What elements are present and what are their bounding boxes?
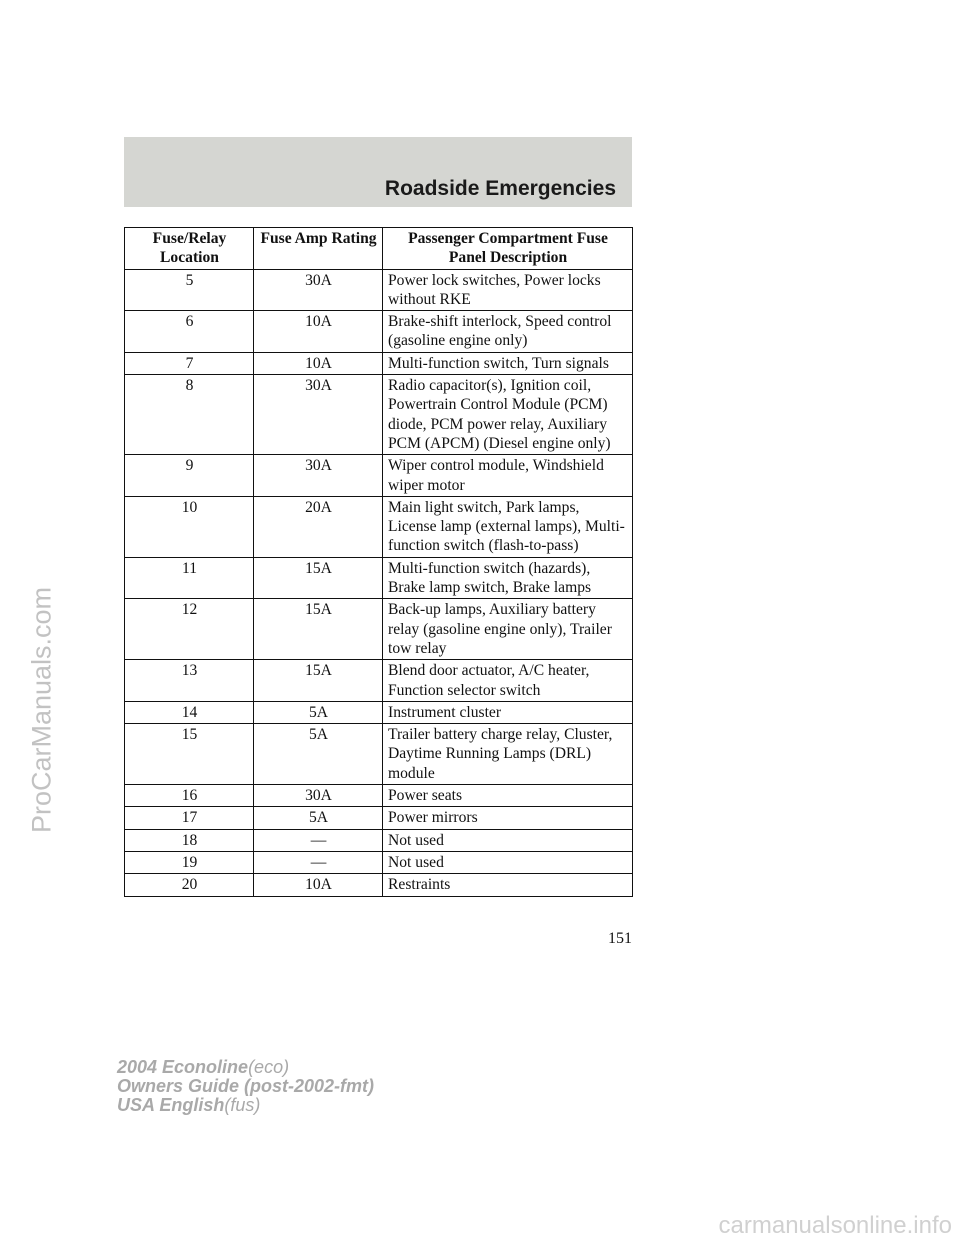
fuse-rating-cell: 15A — [254, 557, 383, 599]
fuse-description-cell: Back-up lamps, Auxiliary battery relay (gasoline engine only), Trailer tow relay — [383, 599, 633, 660]
table-row — [125, 829, 633, 851]
footer-model: 2004 Econoline — [117, 1057, 249, 1077]
fuse-rating-cell: 5A — [254, 724, 383, 785]
section-title: Roadside Emergencies — [384, 177, 616, 200]
section-header-band — [124, 137, 632, 207]
table-row — [125, 599, 633, 660]
column-header-rating: Fuse Amp Rating — [254, 228, 383, 270]
fuse-description-cell: Restraints — [383, 874, 633, 896]
fuse-description-cell: Main light switch, Park lamps, License lamp (external lamps), Multi-function switch (flash-to-pass) — [383, 496, 633, 557]
fuse-location-cell: 16 — [125, 785, 254, 807]
fuse-rating-cell: 5A — [254, 701, 383, 723]
fuse-description-cell: Blend door actuator, A/C heater, Function selector switch — [383, 660, 633, 702]
fuse-rating-cell: 5A — [254, 807, 383, 829]
fuse-rating-cell: 30A — [254, 455, 383, 497]
table-row — [125, 874, 633, 896]
footer-line-language — [117, 1096, 374, 1115]
fuse-rating-cell: 30A — [254, 785, 383, 807]
table-row — [125, 785, 633, 807]
fuse-rating-cell: 10A — [254, 874, 383, 896]
fuse-rating-cell: 20A — [254, 496, 383, 557]
table-row — [125, 455, 633, 497]
fuse-location-cell: 19 — [125, 851, 254, 873]
fuse-rating-cell: 10A — [254, 352, 383, 374]
fuse-location-cell: 20 — [125, 874, 254, 896]
fuse-location-cell: 13 — [125, 660, 254, 702]
fuse-location-cell: 12 — [125, 599, 254, 660]
fuse-location-cell: 5 — [125, 269, 254, 311]
table-row — [125, 851, 633, 873]
table-row — [125, 701, 633, 723]
fuse-location-cell: 6 — [125, 311, 254, 353]
footer-guide: Owners Guide (post-2002-fmt) — [117, 1076, 375, 1096]
table-row — [125, 724, 633, 785]
fuse-table — [124, 227, 633, 897]
table-row — [125, 269, 633, 311]
watermark-bottom: carmanualsonline.info — [718, 1212, 952, 1239]
document-footer — [117, 1058, 374, 1115]
fuse-rating-cell: — — [254, 851, 383, 873]
fuse-rating-cell: 15A — [254, 660, 383, 702]
fuse-description-cell: Not used — [383, 851, 633, 873]
footer-line-guide — [117, 1077, 374, 1096]
footer-language: USA English — [117, 1095, 225, 1115]
fuse-location-cell: 10 — [125, 496, 254, 557]
table-row — [125, 352, 633, 374]
fuse-location-cell: 14 — [125, 701, 254, 723]
fuse-location-cell: 9 — [125, 455, 254, 497]
fuse-description-cell: Brake-shift interlock, Speed control (gasoline engine only) — [383, 311, 633, 353]
fuse-rating-cell: 30A — [254, 269, 383, 311]
fuse-rating-cell: — — [254, 829, 383, 851]
fuse-rating-cell: 10A — [254, 311, 383, 353]
fuse-description-cell: Radio capacitor(s), Ignition coil, Powertrain Control Module (PCM) diode, PCM power relay, Auxiliary PCM (APCM) (Diesel engine only) — [383, 375, 633, 455]
column-header-location: Fuse/Relay Location — [125, 228, 254, 270]
page-number: 151 — [608, 930, 632, 947]
footer-model-code: (eco) — [248, 1057, 290, 1077]
fuse-description-cell: Trailer battery charge relay, Cluster, Daytime Running Lamps (DRL) module — [383, 724, 633, 785]
fuse-description-cell: Wiper control module, Windshield wiper motor — [383, 455, 633, 497]
table-header-row — [125, 228, 633, 270]
fuse-description-cell: Power seats — [383, 785, 633, 807]
table-row — [125, 807, 633, 829]
fuse-location-cell: 15 — [125, 724, 254, 785]
fuse-description-cell: Power lock switches, Power locks without RKE — [383, 269, 633, 311]
table-row — [125, 375, 633, 455]
fuse-rating-cell: 15A — [254, 599, 383, 660]
fuse-description-cell: Multi-function switch (hazards), Brake lamp switch, Brake lamps — [383, 557, 633, 599]
footer-line-model — [117, 1058, 374, 1077]
table-row — [125, 557, 633, 599]
fuse-location-cell: 18 — [125, 829, 254, 851]
fuse-rating-cell: 30A — [254, 375, 383, 455]
column-header-description: Passenger Compartment Fuse Panel Description — [383, 228, 633, 270]
fuse-location-cell: 8 — [125, 375, 254, 455]
fuse-description-cell: Power mirrors — [383, 807, 633, 829]
fuse-table-body — [125, 269, 633, 896]
watermark-left: ProCarManuals.com — [26, 586, 57, 834]
table-row — [125, 496, 633, 557]
fuse-description-cell: Not used — [383, 829, 633, 851]
table-row — [125, 311, 633, 353]
footer-language-code: (fus) — [224, 1095, 261, 1115]
fuse-description-cell: Instrument cluster — [383, 701, 633, 723]
fuse-location-cell: 11 — [125, 557, 254, 599]
table-row — [125, 660, 633, 702]
fuse-description-cell: Multi-function switch, Turn signals — [383, 352, 633, 374]
fuse-location-cell: 17 — [125, 807, 254, 829]
fuse-location-cell: 7 — [125, 352, 254, 374]
